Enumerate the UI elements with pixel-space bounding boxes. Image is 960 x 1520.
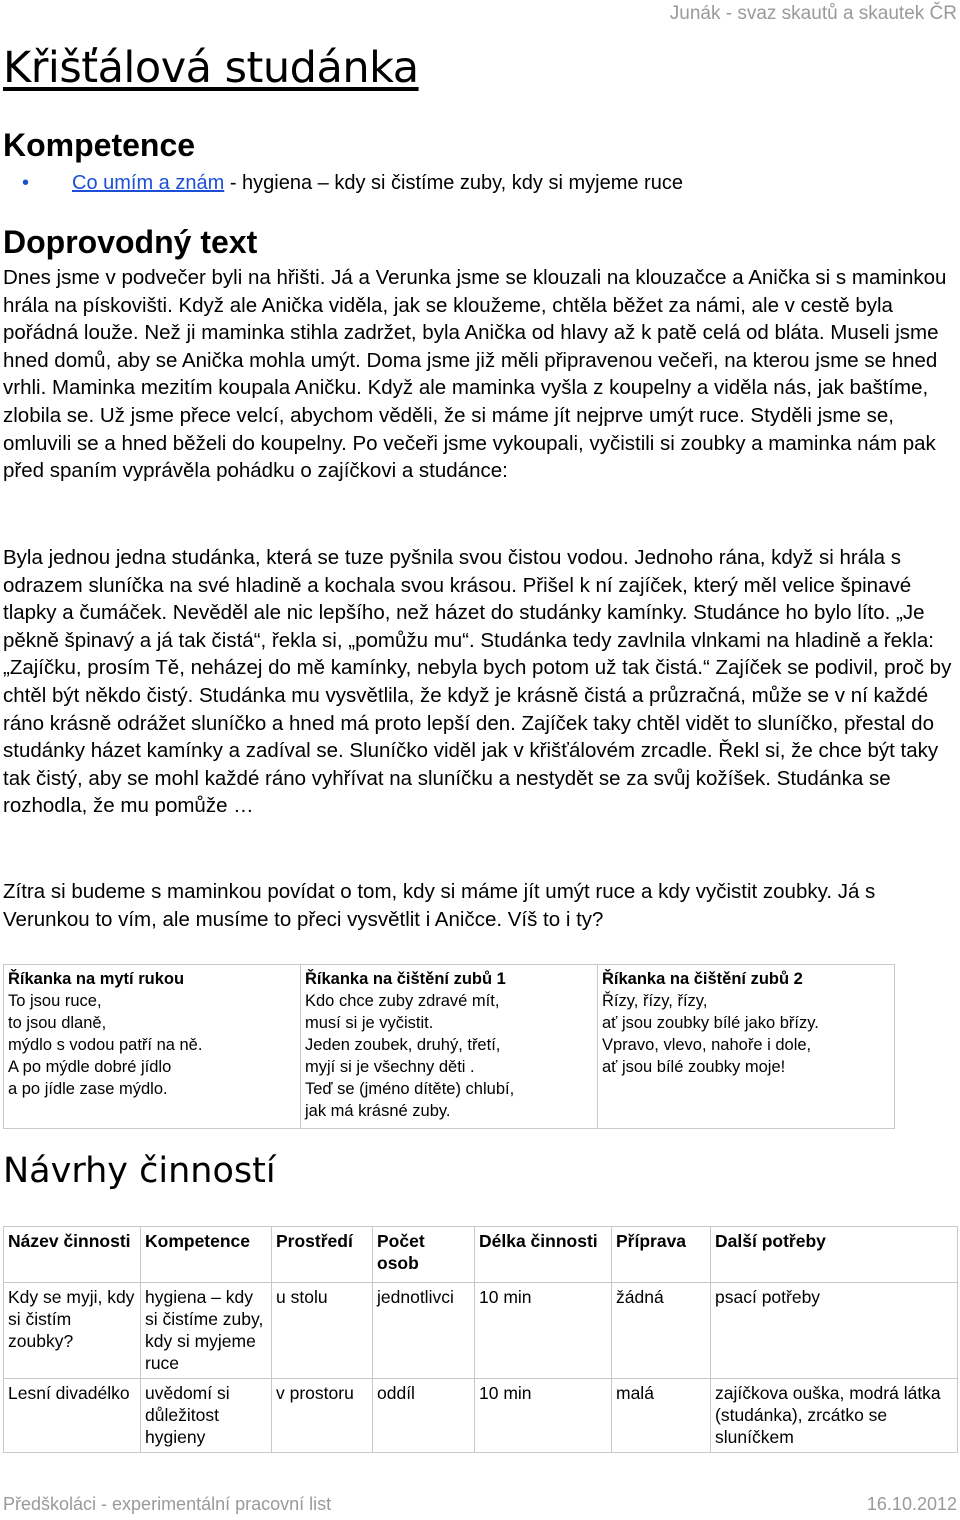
footer-date: 16.10.2012 [866, 1494, 957, 1514]
table-cell: malá [612, 1379, 711, 1453]
competence-link[interactable]: Co umím a znám [72, 172, 225, 194]
column-header: Další potřeby [711, 1227, 958, 1283]
organization-header: Junák - svaz skautů a skautek ČR [669, 3, 957, 24]
page-title: Křišťálová studánka [3, 43, 419, 93]
table-row [4, 1379, 958, 1453]
competence-description: - hygiena – kdy si čistíme zuby, kdy si myjeme ruce [224, 172, 683, 194]
rhyme-line: mýdlo s vodou patří na ně. [8, 1036, 203, 1054]
table-cell: Kdy se myji, kdy si čistím zoubky? [4, 1283, 141, 1379]
rhyme-line: Jeden zoubek, druhý, třetí, [305, 1036, 501, 1054]
rhyme-cell [4, 965, 301, 1129]
rhyme-line: myjí si je všechny děti . [305, 1058, 475, 1076]
rhyme-line: to jsou dlaně, [8, 1014, 107, 1032]
table-cell: hygiena – kdy si čistíme zuby, kdy si myjeme ruce [141, 1283, 272, 1379]
column-header: Kompetence [141, 1227, 272, 1283]
rhyme-line: A po mýdle dobré jídlo [8, 1058, 172, 1076]
table-cell: v prostoru [272, 1379, 373, 1453]
column-header: Délka činnosti [475, 1227, 612, 1283]
competence-item [22, 171, 683, 195]
table-row [4, 1283, 958, 1379]
activities-table [3, 1226, 958, 1453]
table-cell: 10 min [475, 1283, 612, 1379]
rhyme-title: Říkanka na čištění zubů 1 [305, 970, 506, 988]
rhyme-line: Teď se (jméno dítěte) chlubí, [305, 1080, 515, 1098]
rhyme-title: Říkanka na čištění zubů 2 [602, 970, 803, 988]
rhyme-line: jak má krásné zuby. [305, 1102, 451, 1120]
column-header: Počet osob [373, 1227, 475, 1283]
table-cell: uvědomí si důležitost hygieny [141, 1379, 272, 1453]
story-paragraph-3: Zítra si budeme s maminkou povídat o tom, kdy si máme jít umýt ruce a kdy vyčistit zoubky. Já s Verunkou to vím, ale musíme to přeci vysvětlit i Aničce. Víš to i ty? [3, 880, 876, 931]
rhyme-line: musí si je vyčistit. [305, 1014, 434, 1032]
column-header: Prostředí [272, 1227, 373, 1283]
table-cell: u stolu [272, 1283, 373, 1379]
rhyme-line: Řízy, řízy, řízy, [602, 992, 708, 1010]
table-header-row [4, 1227, 958, 1283]
table-cell: žádná [612, 1283, 711, 1379]
text-section-heading: Doprovodný text [3, 224, 258, 260]
rhyme-line: Kdo chce zuby zdravé mít, [305, 992, 500, 1010]
rhyme-line: ať jsou bílé zoubky moje! [602, 1058, 786, 1076]
story-paragraph-2: Byla jednou jedna studánka, která se tuze pyšnila svou čistou vodou. Jednoho rána, když si hrála s odrazem sluníčka na své hladině a kochala svou krásou. Přišel k ní zajíček, který měl velice špinavé tlapky a čumáček. Nevěděl ale nic lepšího, než házet do studánky kamínky. Studánce ho bylo líto. „Je pěkně špinavý a já tak čistá“, řekla si, „pomůžu mu“. Studánka tedy zavlnila vlnkami na hladině a řekla: „Zajíčku, prosím Tě, neházej do mě kamínky, nebyla bych potom už tak čistá.“ Zajíček se podivil, proč by chtěl být někdo čistý. Studánka mu vysvětlila, že když je krásně čistá a průzračná, může se v ní každé ráno krásně odrážet sluníčko a hned má proto lepší den. Zajíček taky chtěl vidět to sluníčko, přestal do studánky házet kamínky a zadíval se. Sluníčko viděl jak v křišťálovém zrcadle. Řekl si, že chce být taky tak čistý, aby se mohl každé ráno vyhřívat na sluníčku a nestydět se za svůj kožíšek. Studánka se rozhodla, že mu pomůže … [3, 546, 952, 818]
bullet-icon: • [22, 172, 30, 194]
competence-heading: Kompetence [3, 127, 196, 163]
table-cell: zajíčkova ouška, modrá látka (studánka), zrcátko se sluníčkem [711, 1379, 958, 1453]
story-paragraph-1: Dnes jsme v podvečer byli na hřišti. Já a Verunka jsme se klouzali na klouzačce a Anička si s maminkou hrála na pískovišti. Když ale Anička viděla, jak se kloužeme, chtěla běžet za námi, ale v cestě byla pořádná louže. Než ji maminka stihla zadržet, byla Anička od hlavy až k patě celá od bláta. Museli jsme hned domů, aby se Anička mohla umýt. Doma jsme již měli připravenou večeři, na kterou jsme se hned vrhli. Maminka mezitím koupala Aničku. Když ale maminka vyšla z koupelny a viděla nás, jak baštíme, zlobila se. Už jsme přece velcí, abychom věděli, že si máme jít nejprve umýt ruce. Styděli jsme se, omluvili se a hned běželi do koupelny. Po večeři jsme vykoupali, vyčistili si zoubky a maminka nám pak před spaním vyprávěla pohádku o zajíčkovi a studánce: [3, 266, 947, 483]
activities-heading: Návrhy činností [3, 1151, 276, 1191]
table-cell: 10 min [475, 1379, 612, 1453]
footer-label: Předškoláci - experimentální pracovní list [3, 1494, 332, 1514]
column-header: Příprava [612, 1227, 711, 1283]
table-cell: jednotlivci [373, 1283, 475, 1379]
column-header: Název činnosti [4, 1227, 141, 1283]
rhyme-cell [301, 965, 598, 1129]
rhyme-title: Říkanka na mytí rukou [8, 970, 185, 988]
rhyme-line: Vpravo, vlevo, nahoře i dole, [602, 1036, 812, 1054]
table-cell: Lesní divadélko [4, 1379, 141, 1453]
rhymes-table [3, 964, 895, 1129]
rhyme-line: To jsou ruce, [8, 992, 102, 1010]
table-cell: psací potřeby [711, 1283, 958, 1379]
rhyme-cell [598, 965, 895, 1129]
rhyme-line: ať jsou zoubky bílé jako břízy. [602, 1014, 819, 1032]
table-cell: oddíl [373, 1379, 475, 1453]
rhyme-line: a po jídle zase mýdlo. [8, 1080, 168, 1098]
